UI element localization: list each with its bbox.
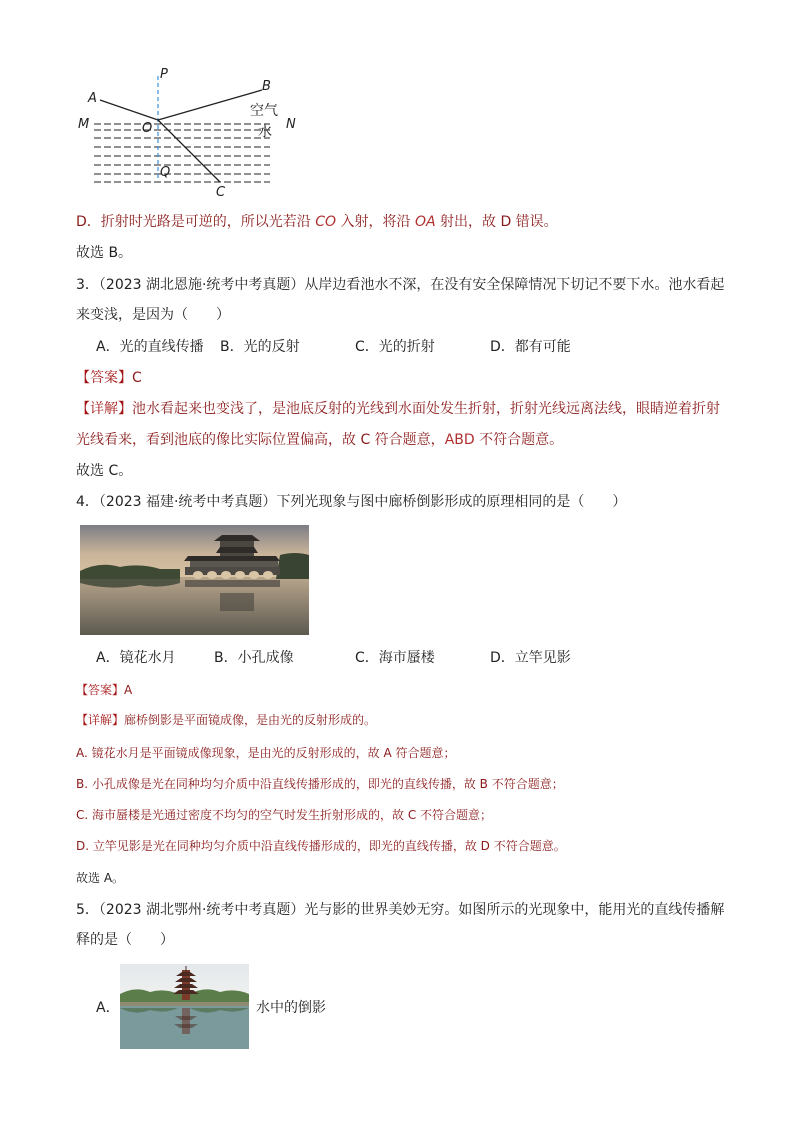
q3-option-d: D．都有可能 [490, 339, 571, 355]
q3-answer: 【答案】C [76, 370, 142, 386]
label-q: Q [160, 165, 171, 180]
label-a: A [88, 91, 97, 106]
q4-detail-item-c: C. 海市蜃楼是光通过密度不均匀的空气时发生折射形成的，故 C 不符合题意； [76, 808, 493, 822]
q3-detail-line2: 光线看来，看到池底的像比实际位置偏高，故 C 符合题意，ABD 不符合题意。 [76, 432, 564, 448]
q4-stem: 4．（2023 福建·统考中考真题）下列光现象与图中廊桥倒影形成的原理相同的是（ ） [76, 494, 627, 510]
q4-option-b: B．小孔成像 [214, 650, 294, 666]
q3-stem-line1: 3．（2023 湖北恩施·统考中考真题）从岸边看池水不深，在没有安全保障情况下切记不要下水。池水看起 [76, 277, 725, 293]
label-m: M [78, 117, 90, 132]
label-air: 空气 [250, 103, 278, 119]
refraction-diagram [70, 62, 320, 202]
q3-detail-line1: 【详解】池水看起来也变浅了，是池底反射的光线到水面处发生折射，折射光线远离法线，眼睛逆着折射 [76, 401, 720, 417]
q5-stem-line2: 释的是（ ） [76, 932, 174, 948]
q4-detail-item-b: B. 小孔成像是光在同种均匀介质中沿直线传播形成的，即光的直线传播，故 B 不符合题意； [76, 777, 564, 791]
q4-detail-item-d: D. 立竿见影是光在同种均匀介质中沿直线传播形成的，即光的直线传播，故 D 不符合题意。 [76, 839, 566, 853]
q2-option-d-explanation: D．折射时光路是可逆的，所以光若沿 CO 入射，将沿 OA 射出，故 D 错误。 [76, 214, 558, 230]
q4-choose: 故选 A。 [76, 871, 125, 885]
incident-ray-ao [100, 100, 158, 120]
q4-detail: 【详解】廊桥倒影是平面镜成像，是由光的反射形成的。 [76, 713, 377, 727]
q5-option-a-letter: A． [96, 1000, 120, 1016]
q4-detail-item-a: A. 镜花水月是平面镜成像现象，是由光的反射形成的，故 A 符合题意； [76, 746, 456, 760]
q3-stem-line2: 来变浅，是因为（ ） [76, 307, 230, 323]
label-b: B [262, 79, 271, 94]
q3-option-b: B．光的反射 [220, 339, 300, 355]
pagoda-reflection-photo [120, 964, 249, 1049]
reflected-ray-ob [158, 90, 262, 120]
q3-choose: 故选 C。 [76, 463, 133, 479]
q4-option-d: D．立竿见影 [490, 650, 571, 666]
q5-option-a-caption: 水中的倒影 [256, 1000, 326, 1016]
q2-choose: 故选 B。 [76, 245, 133, 261]
q3-option-c: C．光的折射 [355, 339, 435, 355]
q3-option-a: A．光的直线传播 [96, 339, 204, 355]
corridor-bridge-photo [80, 525, 309, 635]
q5-stem-line1: 5．（2023 湖北鄂州·统考中考真题）光与影的世界美妙无穷。如图所示的光现象中，能用光的直线传播解 [76, 902, 725, 918]
label-p: P [160, 67, 168, 82]
label-o: O [142, 121, 153, 136]
q4-answer: 【答案】A [76, 683, 133, 697]
label-n: N [286, 117, 296, 132]
q4-option-a: A．镜花水月 [96, 650, 176, 666]
label-c: C [216, 185, 226, 200]
label-water: 水 [258, 124, 272, 140]
q4-option-c: C．海市蜃楼 [355, 650, 435, 666]
